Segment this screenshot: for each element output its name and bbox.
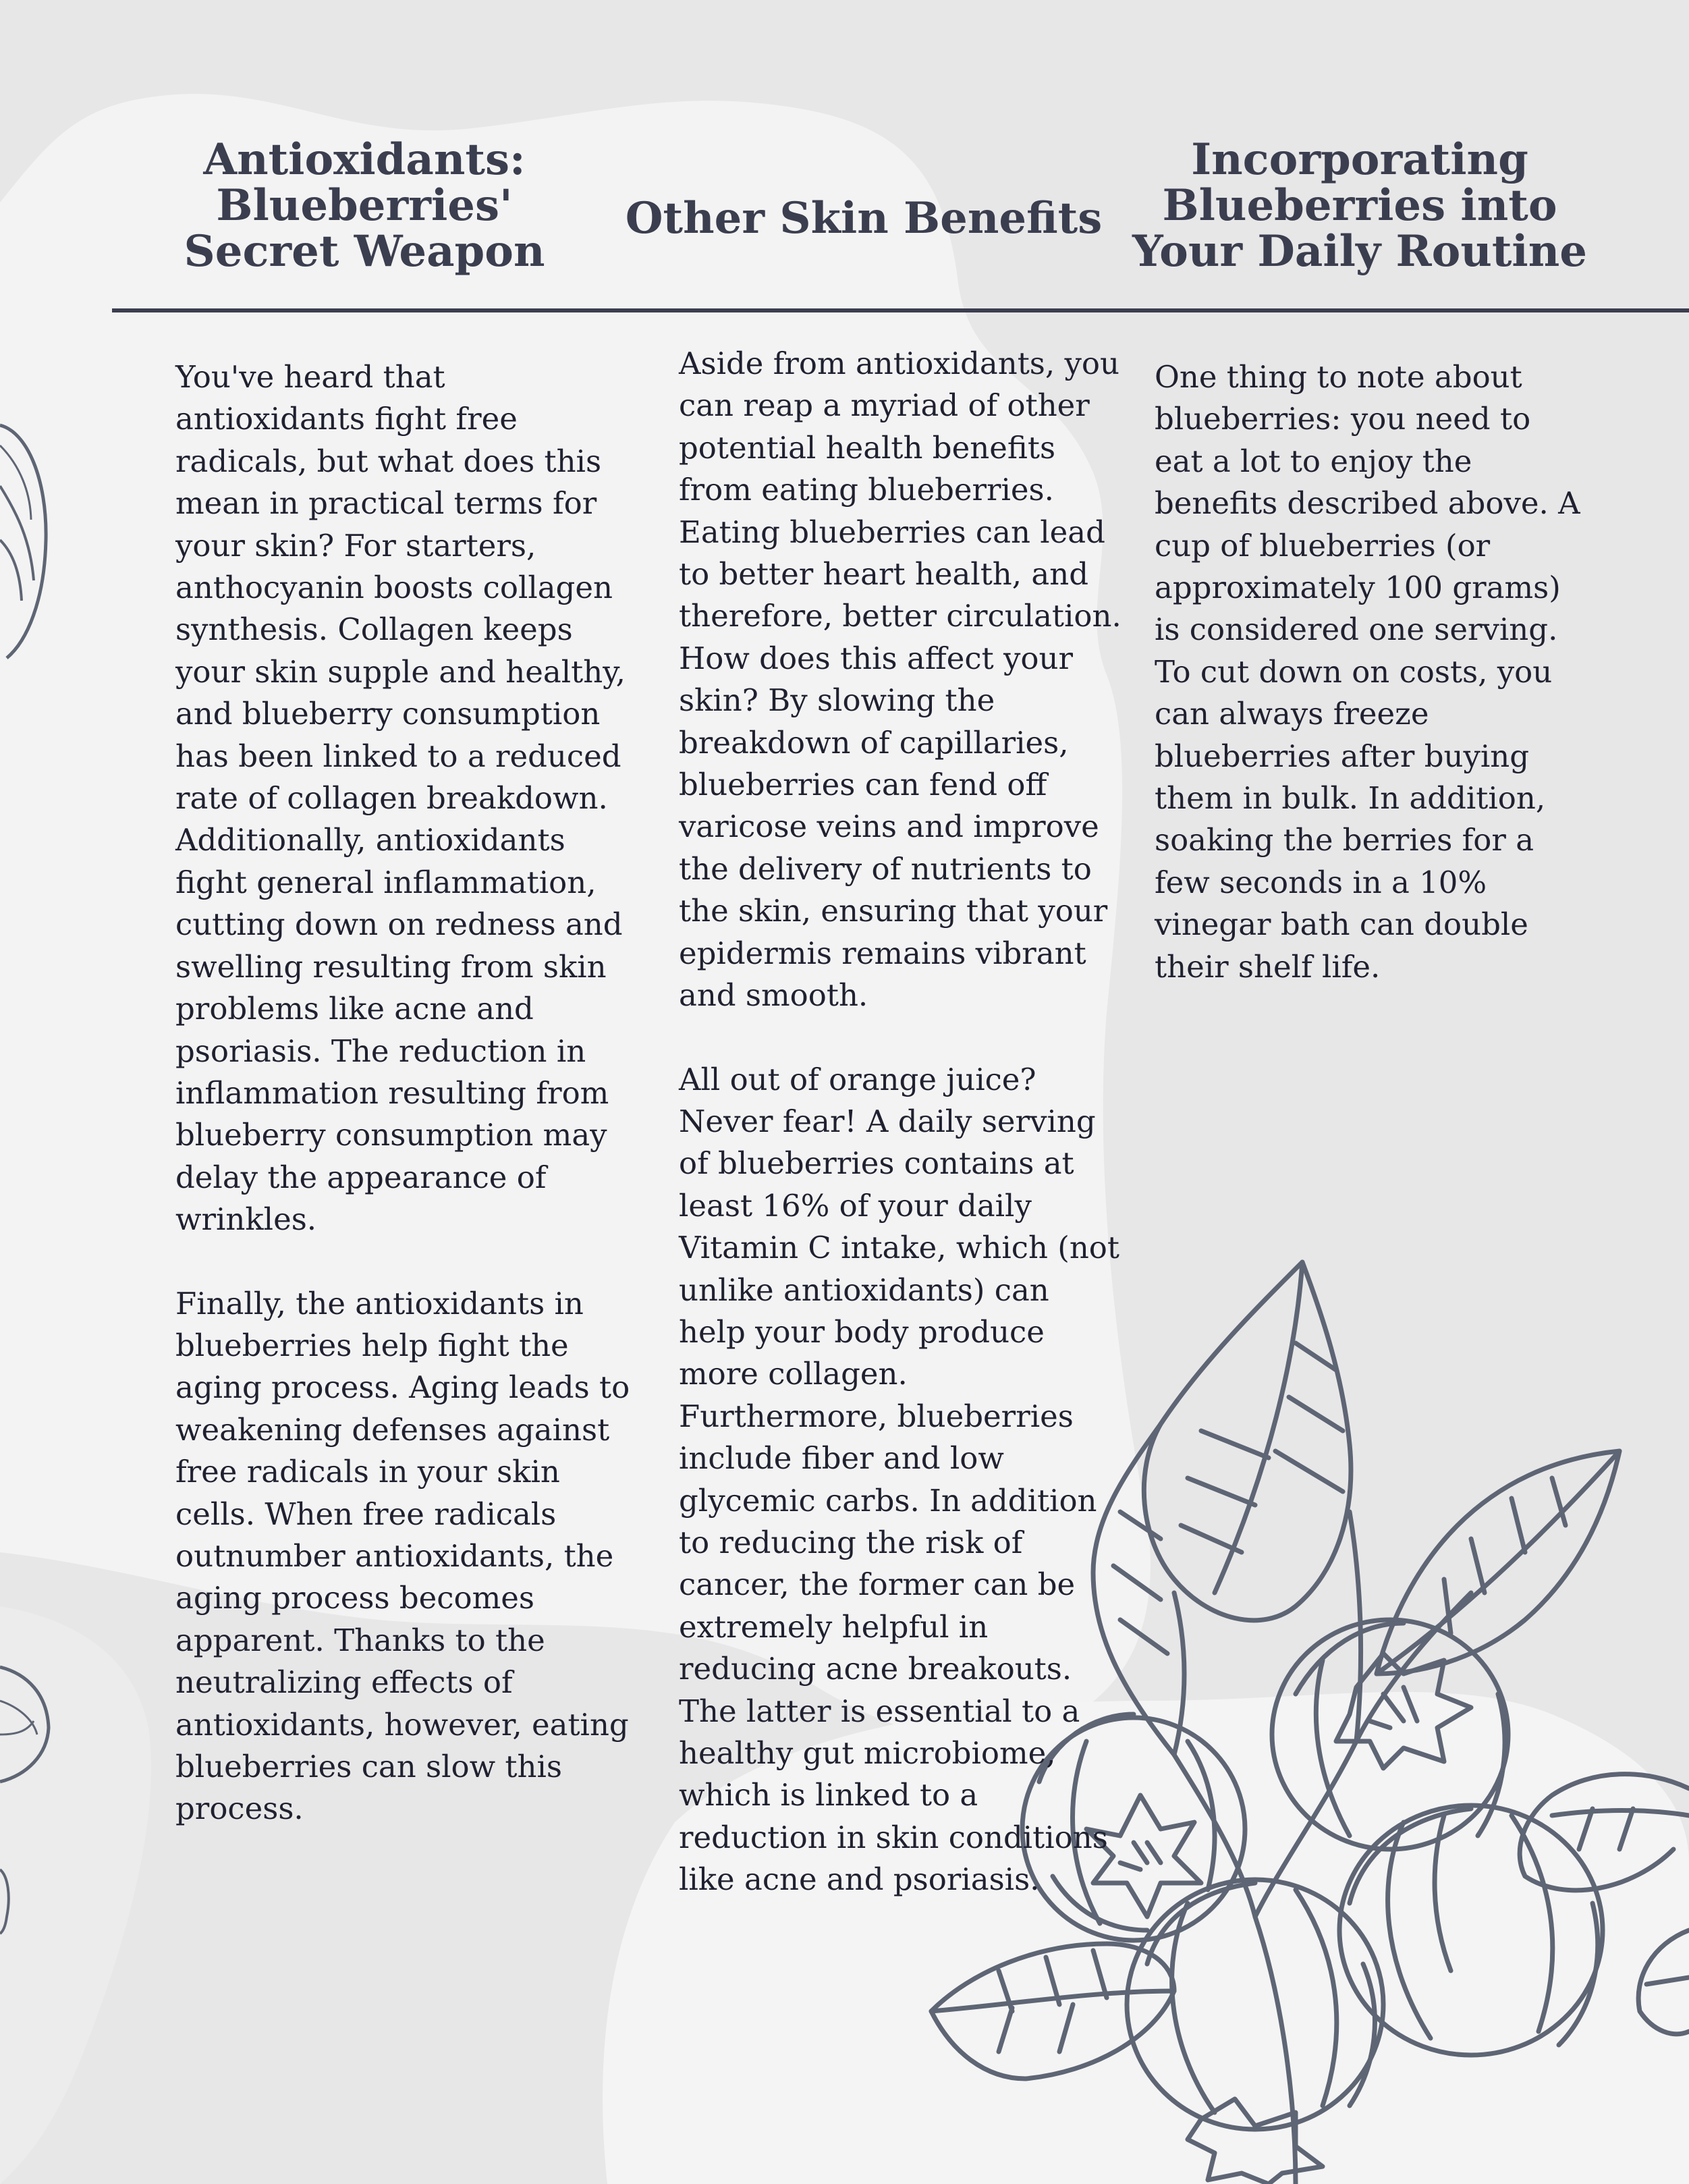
- column-body-incorporating-blueberries: [1155, 356, 1586, 1030]
- paragraph: All out of orange juice? Never fear! A daily serving of blueberries contains at least 16% of your daily Vitamin C intake, which (not unlike antioxidants) can help your body produce more collagen. Furthermore, blueberries include fiber and low glycemic carbs. In addition to reducing the risk of cancer, the former can be extremely helpful in reducing acne breakouts. The latter is essential to a healthy gut microbiome, which is linked to a reduction in skin conditions like acne and psoriasis.: [679, 1061, 1119, 1898]
- paragraph: Aside from antioxidants, you can reap a myriad of other potential health benefits from eating blueberries. Eating blueberries can lead to better heart health, and therefore, better circulation. How does this affect your skin? By slowing the breakdown of capillaries, blueberries can fend off varicose veins and improve the delivery of nutrients to the skin, ensuring that your epidermis remains vibrant and smooth.: [679, 346, 1122, 1014]
- leaf-sketch-left-bottom-icon: [0, 1654, 54, 1937]
- column-body-antioxidants: [175, 356, 634, 1872]
- column-title-antioxidants: Antioxidants: Blueberries' Secret Weapon: [184, 134, 545, 277]
- column-title-other-skin-benefits: Other Skin Benefits: [625, 193, 1103, 244]
- paragraph: Finally, the antioxidants in blueberries help fight the aging process. Aging leads to weakening defenses against free radicals in your skin cells. When free radicals outnumber antioxidants, the aging process becomes apparent. Thanks to the neutralizing effects of antioxidants, however, eating blueberries can slow this process.: [175, 1285, 630, 1827]
- paragraph: You've heard that antioxidants fight free radicals, but what does this mean in practical terms for your skin? For starters, anthocyanin boosts collagen synthesis. Collagen keeps your skin supple and healthy, and blueberry consumption has been linked to a reduced rate of collagen breakdown. Additionally, antioxidants fight general inflammation, cutting down on redness and swelling resulting from skin problems like acne and psoriasis. The reduction in inflammation resulting from blueberry consumption may delay the appearance of wrinkles.: [175, 359, 626, 1238]
- column-title-incorporating-blueberries: Incorporating Blueberries into Your Daily Routine: [1132, 134, 1587, 277]
- paragraph: One thing to note about blueberries: you need to eat a lot to enjoy the benefits described above. A cup of blueberries (or approximately 100 grams) is considered one serving. To cut down on costs, you can always freeze blueberries after buying them in bulk. In addition, soaking the berries for a few seconds in a 10% vinegar bath can double their shelf life.: [1155, 359, 1580, 985]
- header-divider: [112, 308, 1689, 312]
- column-body-other-skin-benefits: [679, 343, 1124, 1943]
- leaf-sketch-left-top-icon: [0, 405, 61, 675]
